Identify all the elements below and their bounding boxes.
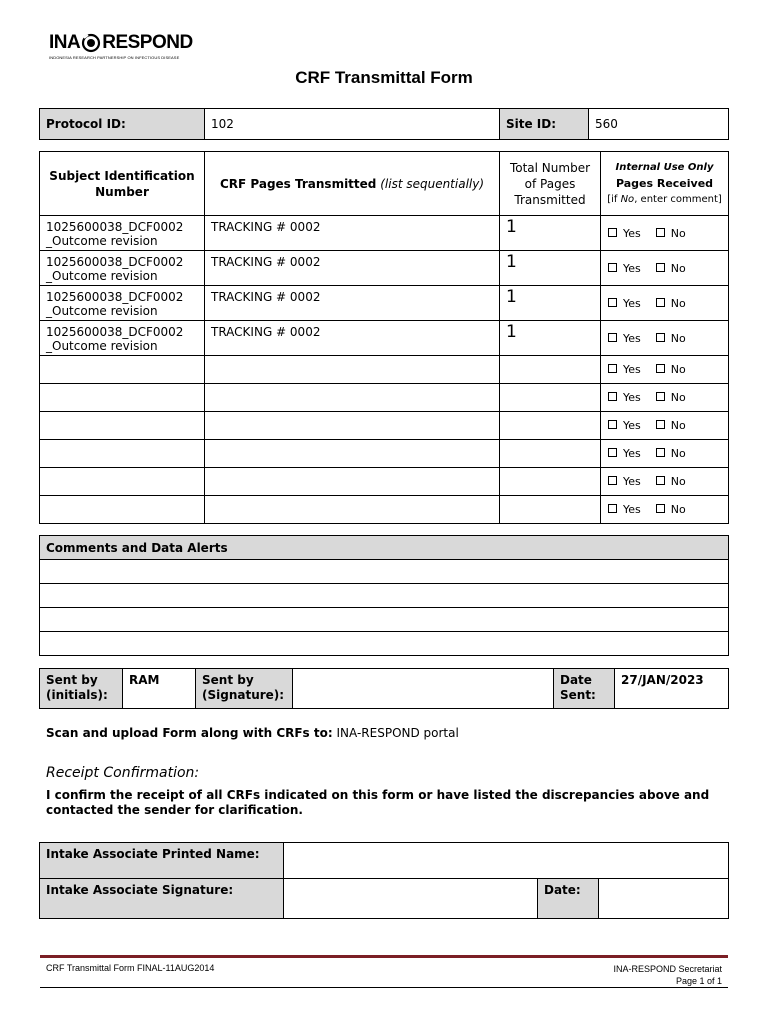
receipt-text: I confirm the receipt of all CRFs indicated on this form or have listed the discrepancies above and contacted the sender for clarification. — [46, 788, 710, 817]
crf-pages-cell: TRACKING # 0002 — [205, 321, 500, 356]
empty-row — [40, 468, 729, 496]
footer-divider — [40, 955, 728, 958]
footer-bottom-rule — [40, 987, 728, 988]
table-row — [40, 216, 729, 251]
subject-id-header: Subject Identification Number — [40, 152, 205, 216]
received-cell: Yes No — [601, 468, 729, 496]
table-row — [40, 286, 729, 321]
internal-use-header — [601, 152, 729, 216]
footer-page-number: Page 1 of 1 — [675, 976, 722, 986]
total-pages-cell: 1 — [506, 217, 517, 237]
sent-table — [39, 668, 729, 709]
date-sent-label: Date Sent: — [554, 669, 615, 709]
yes-checkbox[interactable] — [608, 504, 617, 513]
sent-by-signature-value[interactable] — [293, 669, 554, 709]
yes-checkbox[interactable] — [608, 263, 617, 272]
date-sent-value: 27/JAN/2023 — [615, 669, 729, 709]
received-cell: Yes No — [601, 321, 729, 356]
protocol-table — [39, 108, 729, 140]
intake-signature-field[interactable] — [284, 879, 538, 919]
no-checkbox[interactable] — [656, 504, 665, 513]
subject-id-cell: 1025600038_DCF0002 _Outcome revision — [40, 321, 205, 356]
no-checkbox[interactable] — [656, 263, 665, 272]
empty-row — [40, 440, 729, 468]
intake-name-label: Intake Associate Printed Name: — [40, 843, 284, 879]
total-pages-cell: 1 — [506, 252, 517, 272]
subject-id-cell: 1025600038_DCF0002 _Outcome revision — [40, 286, 205, 321]
logo — [49, 32, 193, 60]
crf-pages-header — [205, 152, 500, 216]
protocol-id-label: Protocol ID: — [40, 109, 205, 140]
yes-checkbox[interactable] — [608, 228, 617, 237]
empty-row — [40, 496, 729, 524]
received-cell: Yes No — [601, 384, 729, 412]
intake-date-label: Date: — [538, 879, 599, 919]
internal-use-label: Internal Use Only — [615, 161, 714, 173]
total-pages-cell: 1 — [506, 322, 517, 342]
footer-left: CRF Transmittal Form FINAL-11AUG2014 — [46, 963, 215, 973]
crf-pages-header-main: CRF Pages Transmitted — [219, 176, 377, 191]
logo-subtitle: INDONESIA RESEARCH PARTNERSHIP ON INFECTIOUS DISEASE — [49, 55, 180, 60]
scan-value: INA-RESPOND portal — [336, 726, 459, 740]
table-row — [40, 251, 729, 286]
footer-right — [613, 963, 722, 987]
comment-line[interactable] — [40, 632, 729, 656]
crf-pages-cell: TRACKING # 0002 — [205, 286, 500, 321]
received-cell: Yes No — [601, 286, 729, 321]
yes-checkbox[interactable] — [608, 476, 617, 485]
no-checkbox[interactable] — [656, 333, 665, 342]
scan-instruction — [46, 726, 459, 740]
intake-table — [39, 842, 729, 919]
no-checkbox[interactable] — [656, 448, 665, 457]
comment-line[interactable] — [40, 584, 729, 608]
no-checkbox[interactable] — [656, 420, 665, 429]
subject-id-cell: 1025600038_DCF0002 _Outcome revision — [40, 216, 205, 251]
yes-checkbox[interactable] — [608, 333, 617, 342]
logo-text-left: INA — [49, 32, 81, 53]
comment-line[interactable] — [40, 608, 729, 632]
intake-date-field[interactable] — [599, 879, 729, 919]
crf-pages-cell: TRACKING # 0002 — [205, 251, 500, 286]
scan-label: Scan and upload Form along with CRFs to: — [46, 726, 333, 740]
sent-by-signature-label: Sent by (Signature): — [196, 669, 293, 709]
comments-header: Comments and Data Alerts — [40, 536, 729, 560]
comment-line[interactable] — [40, 560, 729, 584]
if-no-note: [if No, enter comment] — [607, 193, 722, 205]
pages-received-label: Pages Received — [615, 176, 714, 190]
logo-text-right: RESPOND — [102, 32, 193, 53]
site-id-label: Site ID: — [500, 109, 589, 140]
received-cell: Yes No — [601, 251, 729, 286]
logo-emblem-icon — [81, 33, 101, 53]
received-cell: Yes No — [601, 412, 729, 440]
empty-row — [40, 412, 729, 440]
received-cell: Yes No — [601, 216, 729, 251]
table-row — [40, 321, 729, 356]
empty-row — [40, 384, 729, 412]
yes-checkbox[interactable] — [608, 392, 617, 401]
no-checkbox[interactable] — [656, 364, 665, 373]
intake-signature-label: Intake Associate Signature: — [40, 879, 284, 919]
yes-checkbox[interactable] — [608, 448, 617, 457]
site-id-value: 560 — [589, 109, 729, 140]
total-pages-header: Total Number of Pages Transmitted — [500, 152, 601, 216]
yes-checkbox[interactable] — [608, 364, 617, 373]
receipt-title: Receipt Confirmation: — [46, 765, 200, 781]
no-checkbox[interactable] — [656, 392, 665, 401]
received-cell: Yes No — [601, 496, 729, 524]
form-title: CRF Transmittal Form — [295, 68, 473, 87]
footer-secretariat: INA-RESPOND Secretariat — [613, 964, 722, 974]
sent-by-initials-label: Sent by (initials): — [40, 669, 123, 709]
crf-pages-header-note: (list sequentially) — [380, 176, 485, 191]
no-checkbox[interactable] — [656, 476, 665, 485]
crf-pages-cell: TRACKING # 0002 — [205, 216, 500, 251]
no-checkbox[interactable] — [656, 298, 665, 307]
comments-table — [39, 535, 729, 656]
subject-id-cell: 1025600038_DCF0002 _Outcome revision — [40, 251, 205, 286]
empty-row — [40, 356, 729, 384]
intake-name-field[interactable] — [284, 843, 729, 879]
total-pages-cell: 1 — [506, 287, 517, 307]
received-cell: Yes No — [601, 440, 729, 468]
protocol-id-value: 102 — [205, 109, 500, 140]
sent-by-initials-value: RAM — [123, 669, 196, 709]
yes-checkbox[interactable] — [608, 420, 617, 429]
transmittal-table — [39, 151, 729, 524]
yes-checkbox[interactable] — [608, 298, 617, 307]
received-cell: Yes No — [601, 356, 729, 384]
no-checkbox[interactable] — [656, 228, 665, 237]
